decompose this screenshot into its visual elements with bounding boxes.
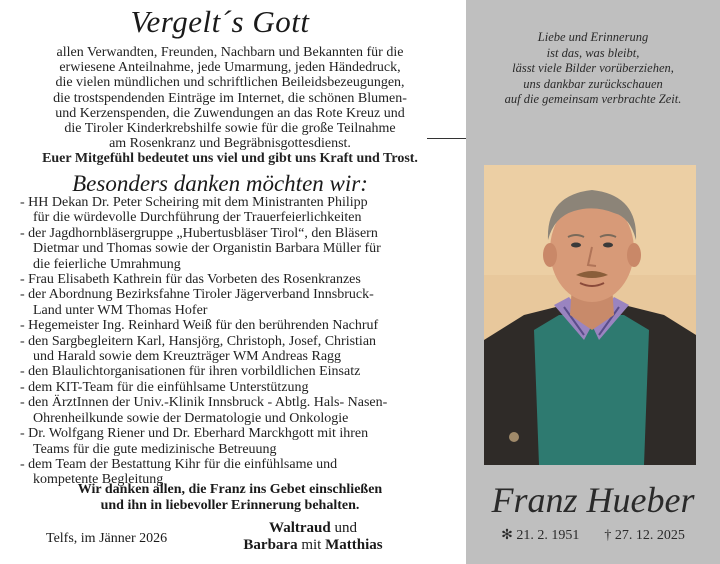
birth-star-icon: ✻ (501, 528, 513, 543)
thanks-line: für die würdevolle Durchführung der Trauerfeierlichkeiten (33, 210, 362, 226)
signer-name: Matthias (325, 537, 383, 553)
deceased-name: Franz Hueber (491, 480, 695, 520)
intro-line: die trostspendenden Einträge im Internet, die schönen Blumen- (53, 90, 407, 106)
thanks-line: - den Blaulichtorganisationen für ihren vorbildlichen Einsatz (20, 364, 361, 380)
intro-line: und Kerzenspenden, die Zuwendungen an das Rote Kreuz und (55, 105, 405, 121)
thanks-line: Ohrenheilkunde sowie der Dermatologie und Onkologie (33, 410, 349, 426)
signer-connector: mit (301, 537, 322, 553)
death-date: 27. 12. 2025 (614, 528, 685, 543)
special-thanks-heading: Besonders danken möchten wir: (72, 171, 368, 196)
intro-bold-line: Euer Mitgefühl bedeutet uns viel und gibt uns Kraft und Trost. (42, 151, 418, 167)
place-date: Telfs, im Jänner 2026 (46, 531, 168, 546)
thanks-line: Dietmar und Thomas sowie der Organistin Barbara Müller für (33, 241, 381, 257)
thanks-line: - Frau Elisabeth Kathrein für das Vorbeten des Rosenkranzes (20, 272, 361, 288)
special-thanks-list (20, 195, 440, 488)
closing-line: und ihn in liebevoller Erinnerung behalten. (100, 498, 360, 513)
thanks-line: - dem Team der Bestattung Kihr für die einfühlsame und (20, 456, 338, 472)
thanks-line: - den ÄrztInnen der Univ.-Klinik Innsbruck - Abtlg. Hals- Nasen- (20, 395, 388, 411)
intro-line: erwiesene Anteilnahme, jede Umarmung, jeden Händedruck, (59, 60, 401, 76)
thanks-line: - Hegemeister Ing. Reinhard Weiß für den berührenden Nachruf (20, 318, 379, 334)
intro-line: am Rosenkranz und Begräbnisgottesdienst. (109, 136, 351, 152)
signers (228, 520, 398, 554)
portrait-illustration (484, 165, 696, 465)
thanks-line: Teams für die gute medizinische Betreuung (33, 441, 277, 457)
signer-name: Waltraud (269, 520, 331, 536)
thanks-line: - den Sargbegleitern Karl, Hansjörg, Christoph, Josef, Christian (20, 333, 377, 349)
closing-text (20, 482, 440, 514)
thanks-line: - der Abordnung Bezirksfahne Tiroler Jägerverband Innsbruck- (20, 287, 374, 303)
portrait-photo (484, 165, 696, 465)
memorial-panel (466, 0, 720, 564)
thanks-line: Land unter WM Thomas Hofer (33, 302, 208, 318)
page-title: Vergelt´s Gott (130, 4, 310, 39)
intro-line: die Tiroler Kinderkrebshilfe sowie für die große Teilnahme (64, 121, 396, 137)
closing-line: Wir danken allen, die Franz ins Gebet einschließen (77, 482, 383, 497)
poem-line: ist das, was bleibt, (546, 45, 640, 60)
thanks-line: und Harald sowie dem Kreuzträger WM Andreas Ragg (33, 349, 342, 365)
signer-connector: und (334, 520, 357, 536)
thanks-line: kompetente Begleitung (33, 472, 164, 488)
intro-line: allen Verwandten, Freunden, Nachbarn und Bekannten für die (56, 45, 404, 60)
thanks-line: - dem KIT-Team für die einfühlsame Unterstützung (20, 379, 309, 395)
poem-line: uns dankbar zurückschauen (523, 76, 663, 91)
death-cross-icon: † (604, 528, 612, 543)
poem-line: lässt viele Bilder vorüberziehen, (512, 61, 674, 76)
intro-text (20, 45, 440, 167)
thanks-line: die feierliche Umrahmung (33, 256, 181, 272)
life-dates (466, 527, 720, 544)
memorial-poem (466, 30, 720, 108)
signer-name: Barbara (243, 537, 298, 553)
intro-line: die vielen mündlichen und schriftlichen Beileidsbezeugungen, (55, 75, 405, 91)
thanks-line: - Dr. Wolfgang Riener und Dr. Eberhard Marckhgott mit ihren (20, 426, 369, 442)
thanks-line: - HH Dekan Dr. Peter Scheiring mit dem Ministranten Philipp (20, 195, 368, 210)
birth-date: 21. 2. 1951 (516, 528, 580, 543)
poem-line: Liebe und Erinnerung (537, 30, 649, 44)
poem-line: auf die gemeinsam verbrachte Zeit. (504, 92, 682, 107)
thanks-line: - der Jagdhornbläsergruppe „Hubertusbläser Tirol“, den Bläsern (20, 225, 378, 241)
